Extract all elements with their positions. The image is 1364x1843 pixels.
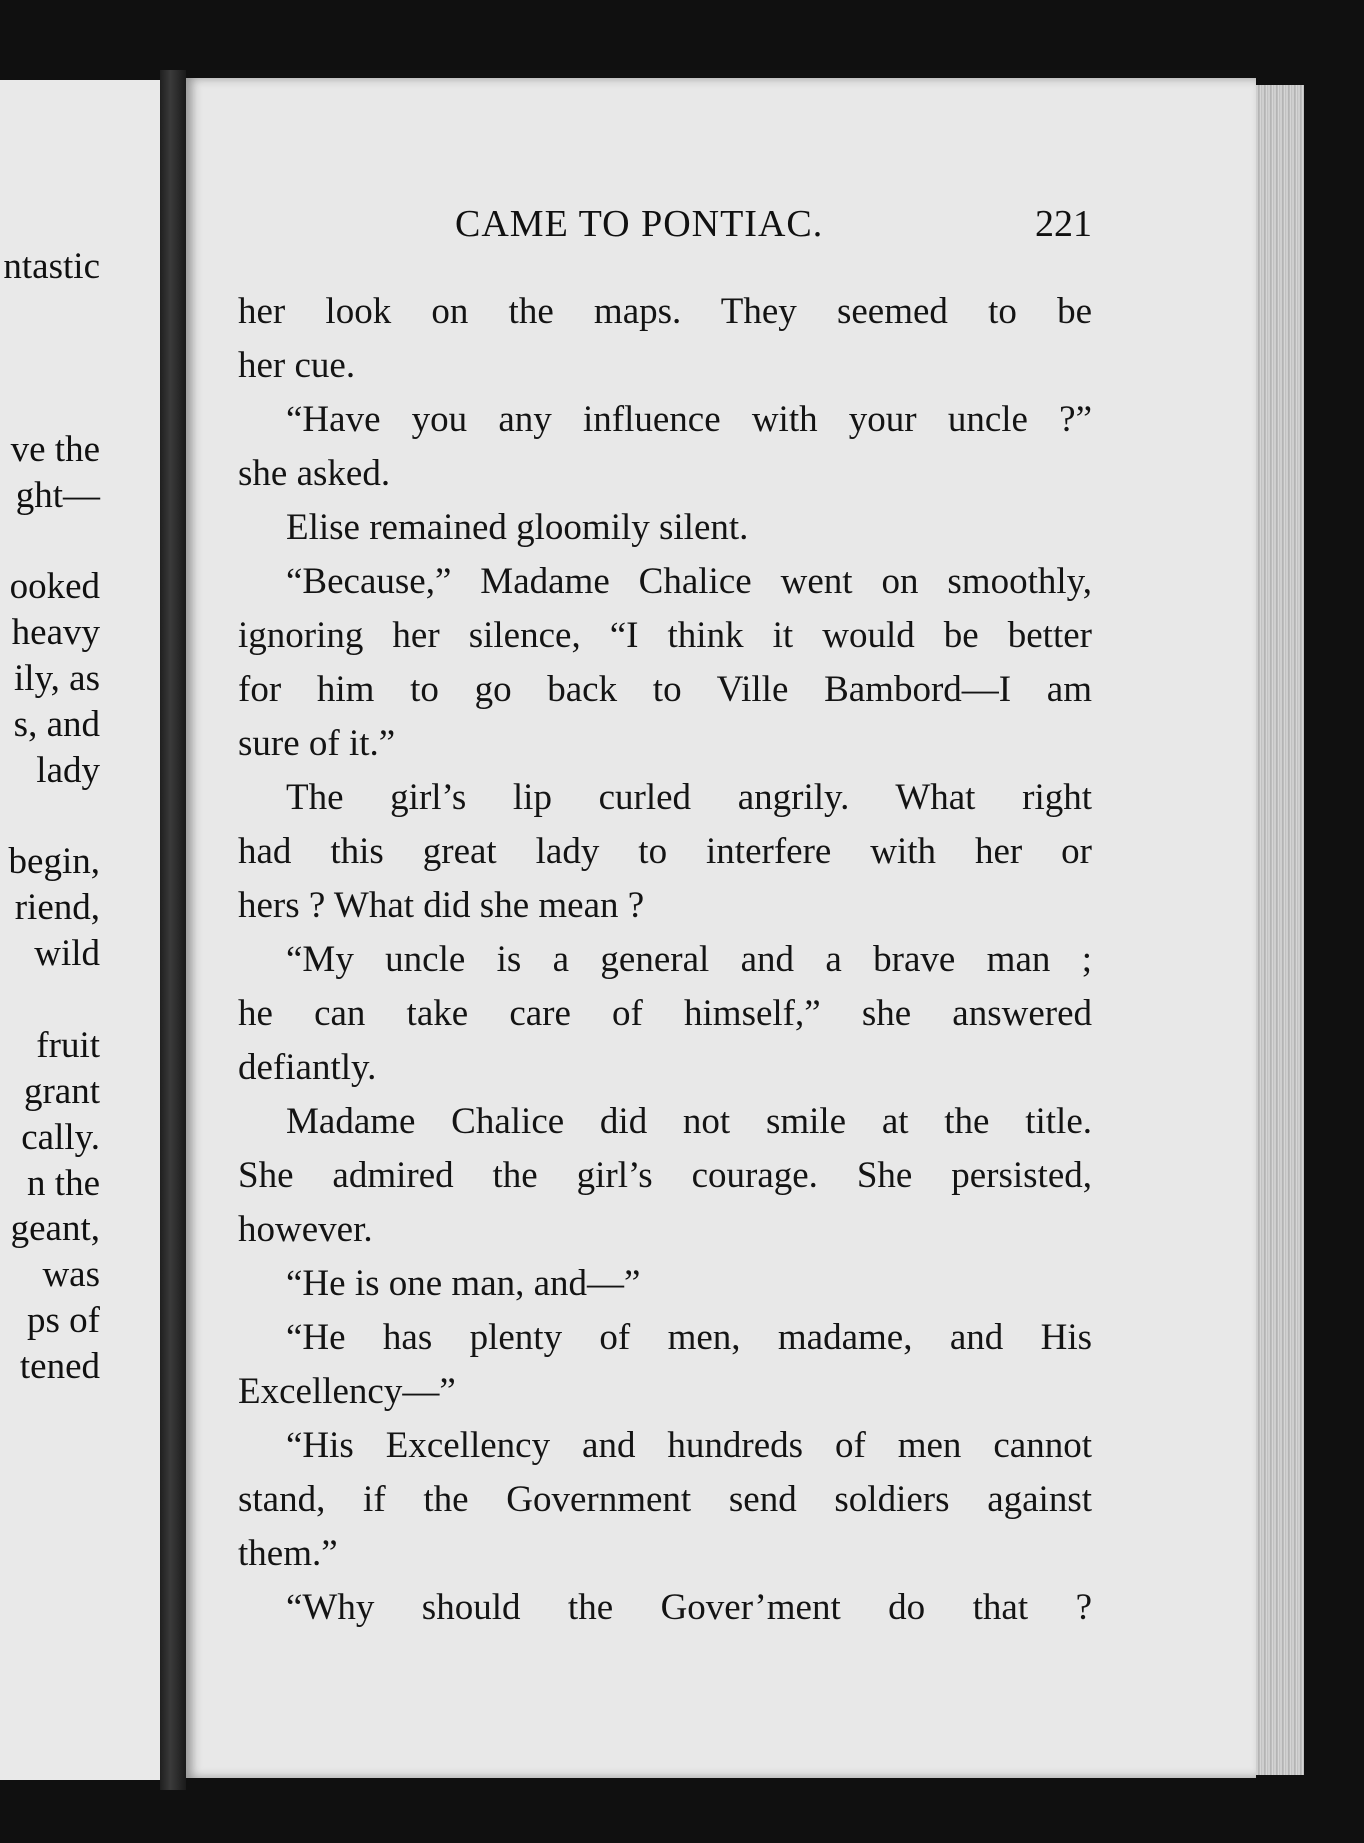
- left-page-fragment: fruit: [36, 1025, 100, 1066]
- left-page-fragment: geant,: [10, 1208, 100, 1249]
- left-page-fragment: begin,: [8, 841, 100, 882]
- text-line: for him to go back to Ville Bambord—I am: [238, 669, 1092, 710]
- text-line: hers ? What did she mean ?: [238, 885, 645, 926]
- left-page-fragment: ily, as: [14, 658, 100, 699]
- text-line: defiantly.: [238, 1047, 377, 1088]
- text-line: Elise remained gloomily silent.: [286, 507, 749, 548]
- text-line: “He has plenty of men, madame, and His: [286, 1317, 1092, 1358]
- left-page-fragment: heavy: [11, 612, 100, 653]
- left-page-fragment: tened: [19, 1346, 100, 1387]
- text-line: had this great lady to interfere with her or: [238, 831, 1092, 872]
- left-page-fragment: was: [42, 1254, 100, 1295]
- text-line: ignoring her silence, “I think it would be better: [238, 615, 1092, 656]
- text-line: her look on the maps. They seemed to be: [238, 291, 1092, 332]
- left-page-fragment: ve the: [10, 429, 100, 470]
- text-line: Madame Chalice did not smile at the title.: [286, 1101, 1092, 1142]
- page-edges: [1256, 85, 1304, 1775]
- left-page: [0, 80, 160, 1780]
- left-page-fragment: lady: [36, 750, 100, 791]
- text-line: “Why should the Gover’ment do that ?: [286, 1587, 1092, 1628]
- left-page-fragment: s, and: [13, 704, 100, 745]
- left-page-fragment: wild: [34, 933, 100, 974]
- text-line: he can take care of himself,” she answered: [238, 993, 1092, 1034]
- text-line: “My uncle is a general and a brave man ;: [286, 939, 1092, 980]
- text-line: “He is one man, and—”: [286, 1263, 641, 1304]
- text-line: “Because,” Madame Chalice went on smoothly,: [286, 561, 1092, 602]
- text-line: “Have you any influence with your uncle ?”: [286, 399, 1092, 440]
- text-line: Excellency—”: [238, 1371, 456, 1412]
- left-page-fragment: grant: [23, 1071, 100, 1112]
- left-page-fragment: ntastic: [3, 246, 100, 287]
- text-line: She admired the girl’s courage. She persisted,: [238, 1155, 1092, 1196]
- body-text: [238, 285, 1092, 1635]
- text-line: The girl’s lip curled angrily. What right: [286, 777, 1092, 818]
- text-line: she asked.: [238, 453, 391, 494]
- book-gutter: [160, 70, 186, 1790]
- left-page-fragment: riend,: [14, 887, 100, 928]
- text-line: sure of it.”: [238, 723, 396, 764]
- text-line: however.: [238, 1209, 373, 1250]
- left-page-fragment: ght—: [15, 475, 100, 516]
- text-line: “His Excellency and hundreds of men cannot: [286, 1425, 1092, 1466]
- left-page-fragment: n the: [27, 1163, 100, 1204]
- text-line: her cue.: [238, 345, 356, 386]
- running-head: CAME TO PONTIAC.: [455, 203, 824, 245]
- page-number: 221: [1035, 203, 1092, 245]
- text-line: stand, if the Government send soldiers against: [238, 1479, 1092, 1520]
- left-page-fragment: ps of: [27, 1300, 100, 1341]
- left-page-fragment: ooked: [9, 566, 100, 607]
- text-line: them.”: [238, 1533, 338, 1574]
- left-page-fragment: cally.: [21, 1117, 100, 1158]
